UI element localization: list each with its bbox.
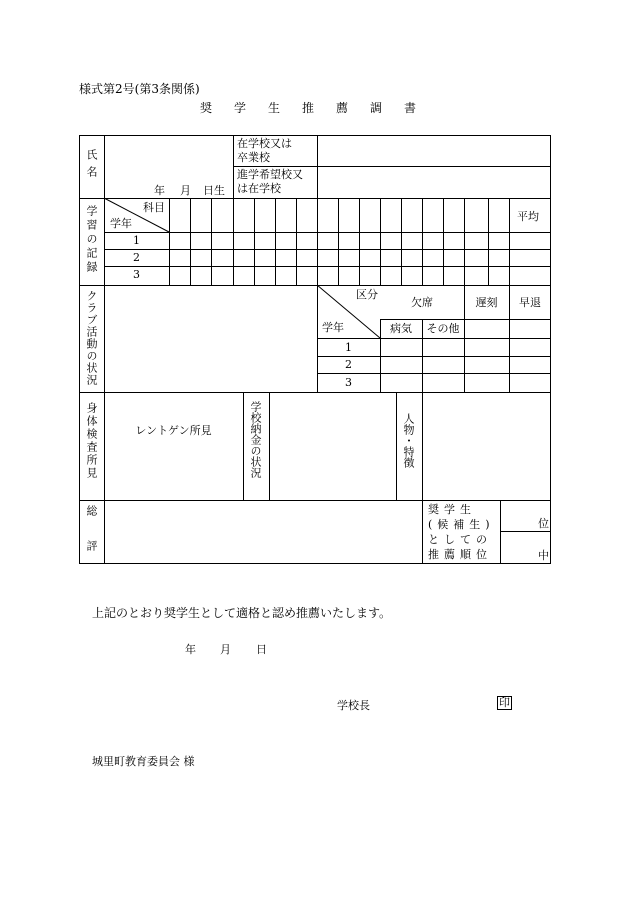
average-label: 平均 (517, 210, 539, 223)
xray-label: レントゲン所見 (135, 424, 212, 437)
desired-school-label: 進学希望校又は在学校 (237, 168, 303, 195)
date-year: 年 (185, 643, 196, 656)
page-title: 奨学生推薦調書 (200, 101, 439, 115)
name-label: 氏名 (85, 149, 98, 183)
grade-year-1: 1 (133, 234, 140, 247)
birth-day-label: 日生 (203, 184, 225, 197)
late-label: 遅刻 (475, 296, 498, 309)
date-month: 月 (220, 643, 231, 656)
form-number: 様式第2号(第3条関係) (79, 82, 200, 96)
grades-label: 学習の記録 (85, 205, 98, 275)
rank-middle: 中 (538, 549, 549, 562)
rank-label: 奨学生(候補生)としての推薦順位 (428, 503, 495, 561)
early-leave-label: 早退 (519, 296, 541, 309)
health-label: 身体検査所見 (85, 402, 98, 480)
grade-year-2: 2 (133, 251, 140, 264)
current-school-label: 在学校又は卒業校 (237, 137, 292, 164)
overall-label: 総評 (85, 505, 98, 575)
principal-label: 学校長 (337, 699, 370, 712)
seal-mark: 印 (499, 696, 510, 709)
date-day: 日 (256, 643, 267, 656)
club-label: クラブ活動の状況 (85, 290, 98, 386)
addressee: 城里町教育委員会 様 (92, 755, 195, 768)
illness-label: 病気 (390, 322, 412, 335)
character-label: 人物・特徴 (402, 413, 415, 468)
subject-label: 科目 (143, 201, 165, 214)
attendance-year-2: 2 (345, 358, 352, 371)
birth-month-label: 月 (180, 184, 191, 197)
grade-year-3: 3 (133, 268, 140, 281)
birth-year-label: 年 (154, 184, 165, 197)
absence-label: 欠席 (411, 296, 433, 309)
other-label: その他 (426, 322, 460, 335)
category-label: 区分 (356, 288, 378, 301)
attendance-year-label: 学年 (322, 321, 344, 334)
rank-unit: 位 (538, 517, 549, 530)
tuition-label: 学校納金の状況 (249, 401, 262, 478)
recommendation-statement: 上記のとおり奨学生として適格と認め推薦いたします。 (92, 606, 392, 620)
attendance-year-3: 3 (345, 376, 352, 389)
year-label: 学年 (110, 217, 132, 230)
attendance-year-1: 1 (345, 341, 352, 354)
